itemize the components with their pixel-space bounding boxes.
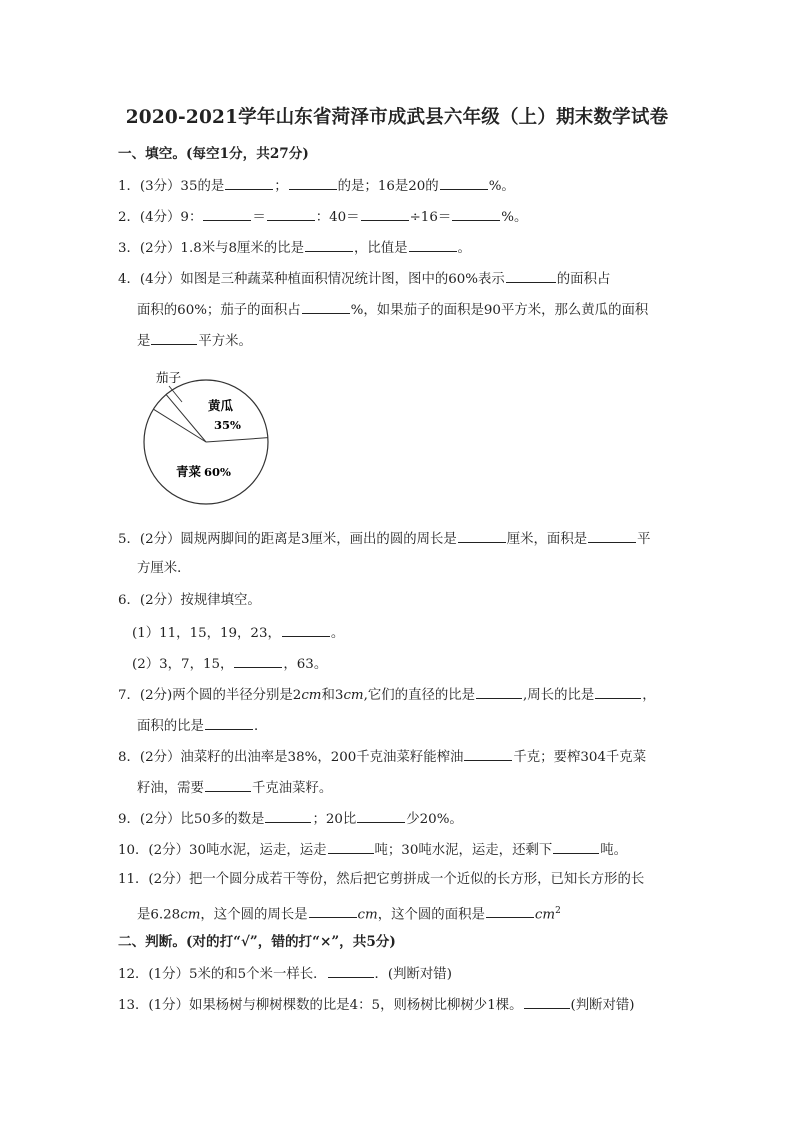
answer-blank[interactable] bbox=[205, 715, 253, 730]
question-11-line-2: 是6.28cm，这个圆的周长是 cm，这个圆的面积是 $cm^2$ bbox=[137, 901, 561, 925]
pie-label-eggplant: 茄子 bbox=[156, 370, 182, 385]
answer-blank[interactable] bbox=[203, 206, 251, 221]
answer-blank[interactable] bbox=[506, 268, 556, 283]
answer-blank[interactable] bbox=[524, 994, 570, 1009]
answer-blank[interactable] bbox=[595, 684, 641, 699]
question-5-line-1: 5．(2分）圆规两脚间的距离是3厘米，画出的圆的周长是 厘米，面积是 平 bbox=[118, 528, 651, 550]
question-6-part-1: (1）11，15，19，23， 。 bbox=[132, 622, 344, 644]
answer-blank[interactable] bbox=[289, 175, 337, 190]
answer-blank[interactable] bbox=[234, 653, 282, 668]
boundary-cucumber-eggplant bbox=[166, 395, 206, 442]
boundary-greens-cucumber bbox=[206, 438, 268, 442]
answer-blank[interactable] bbox=[151, 330, 197, 345]
answer-blank[interactable] bbox=[282, 622, 330, 637]
section-judge-heading: 二、判断。(对的打“√”，错的打“×”，共5分) bbox=[118, 934, 396, 950]
vegetable-area-pie-chart bbox=[136, 362, 286, 512]
answer-blank[interactable] bbox=[328, 963, 374, 978]
question-8-line-2: 籽油，需要 千克油菜籽。 bbox=[137, 777, 332, 799]
answer-blank[interactable] bbox=[553, 839, 599, 854]
question-8-line-1: 8．(2分）油菜籽的出油率是38%，200千克油菜籽能榨油 千克；要榨304千克菜 bbox=[118, 746, 646, 768]
answer-blank[interactable] bbox=[205, 777, 251, 792]
answer-blank[interactable] bbox=[357, 808, 405, 823]
boundary-eggplant-greens bbox=[153, 409, 206, 442]
answer-blank[interactable] bbox=[305, 237, 353, 252]
question-6: 6．(2分）按规律填空。 bbox=[118, 593, 261, 608]
question-7-line-2: 面积的比是 ． bbox=[137, 715, 267, 737]
answer-blank[interactable] bbox=[452, 206, 500, 221]
question-7-line-1: 7．(2分)两个圆的半径分别是2cm和3cm,它们的直径的比是 ,周长的比是 ， bbox=[118, 684, 656, 706]
question-4-line-3: 是 平方米。 bbox=[137, 330, 252, 352]
answer-blank[interactable] bbox=[265, 808, 311, 823]
question-12: 12．(1分）5米的和5个米一样长． ．(判断对错) bbox=[118, 963, 452, 985]
section-fill-heading: 一、填空。(每空1分，共27分) bbox=[118, 146, 309, 162]
question-11-line-1: 11．(2分）把一个圆分成若干等份，然后把它剪拼成一个近似的长方形，已知长方形的长 bbox=[118, 872, 645, 887]
question-4-line-2: 面积的60%；茄子的面积占 %，如果茄子的面积是90平方米，那么黄瓜的面积 bbox=[137, 299, 648, 321]
question-1: 1．(3分）35的是 ； 的是；16是20的 %。 bbox=[118, 175, 515, 197]
pie-label-cucumber: 黄瓜 bbox=[208, 398, 234, 413]
pie-value-greens: 60% bbox=[204, 465, 231, 479]
answer-blank[interactable] bbox=[486, 903, 534, 918]
pie-value-cucumber: 35% bbox=[214, 418, 241, 432]
question-6-part-2: (2）3，7，15， ，63。 bbox=[132, 653, 327, 675]
question-5-line-2: 方厘米． bbox=[137, 561, 191, 576]
answer-blank[interactable] bbox=[225, 175, 273, 190]
answer-blank[interactable] bbox=[361, 206, 409, 221]
answer-blank[interactable] bbox=[440, 175, 488, 190]
question-9: 9．(2分）比50多的数是 ；20比 少20%。 bbox=[118, 808, 463, 830]
question-10: 10．(2分）30吨水泥，运走，运走 吨；30吨水泥，运走，还剩下 吨。 bbox=[118, 839, 627, 861]
answer-blank[interactable] bbox=[309, 903, 357, 918]
answer-blank[interactable] bbox=[328, 839, 374, 854]
question-4-line-1: 4．(4分）如图是三种蔬菜种植面积情况统计图，图中的60%表示 的面积占 bbox=[118, 268, 610, 290]
answer-blank[interactable] bbox=[464, 746, 512, 761]
page-title: 2020-2021学年山东省菏泽市成武县六年级（上）期末数学试卷 bbox=[125, 107, 669, 128]
answer-blank[interactable] bbox=[409, 237, 457, 252]
answer-blank[interactable] bbox=[588, 528, 636, 543]
answer-blank[interactable] bbox=[267, 206, 315, 221]
answer-blank[interactable] bbox=[458, 528, 506, 543]
question-2: 2．(4分）9： ＝ ：40＝ ÷16＝ %。 bbox=[118, 206, 527, 228]
question-3: 3．(2分）1.8米与8厘米的比是 ，比值是 。 bbox=[118, 237, 471, 259]
answer-blank[interactable] bbox=[302, 299, 350, 314]
question-13: 13．(1分）如果杨树与柳树棵数的比是4：5，则杨树比柳树少1棵。 (判断对错) bbox=[118, 994, 635, 1016]
pie-label-greens: 青菜 bbox=[176, 464, 202, 479]
answer-blank[interactable] bbox=[476, 684, 522, 699]
